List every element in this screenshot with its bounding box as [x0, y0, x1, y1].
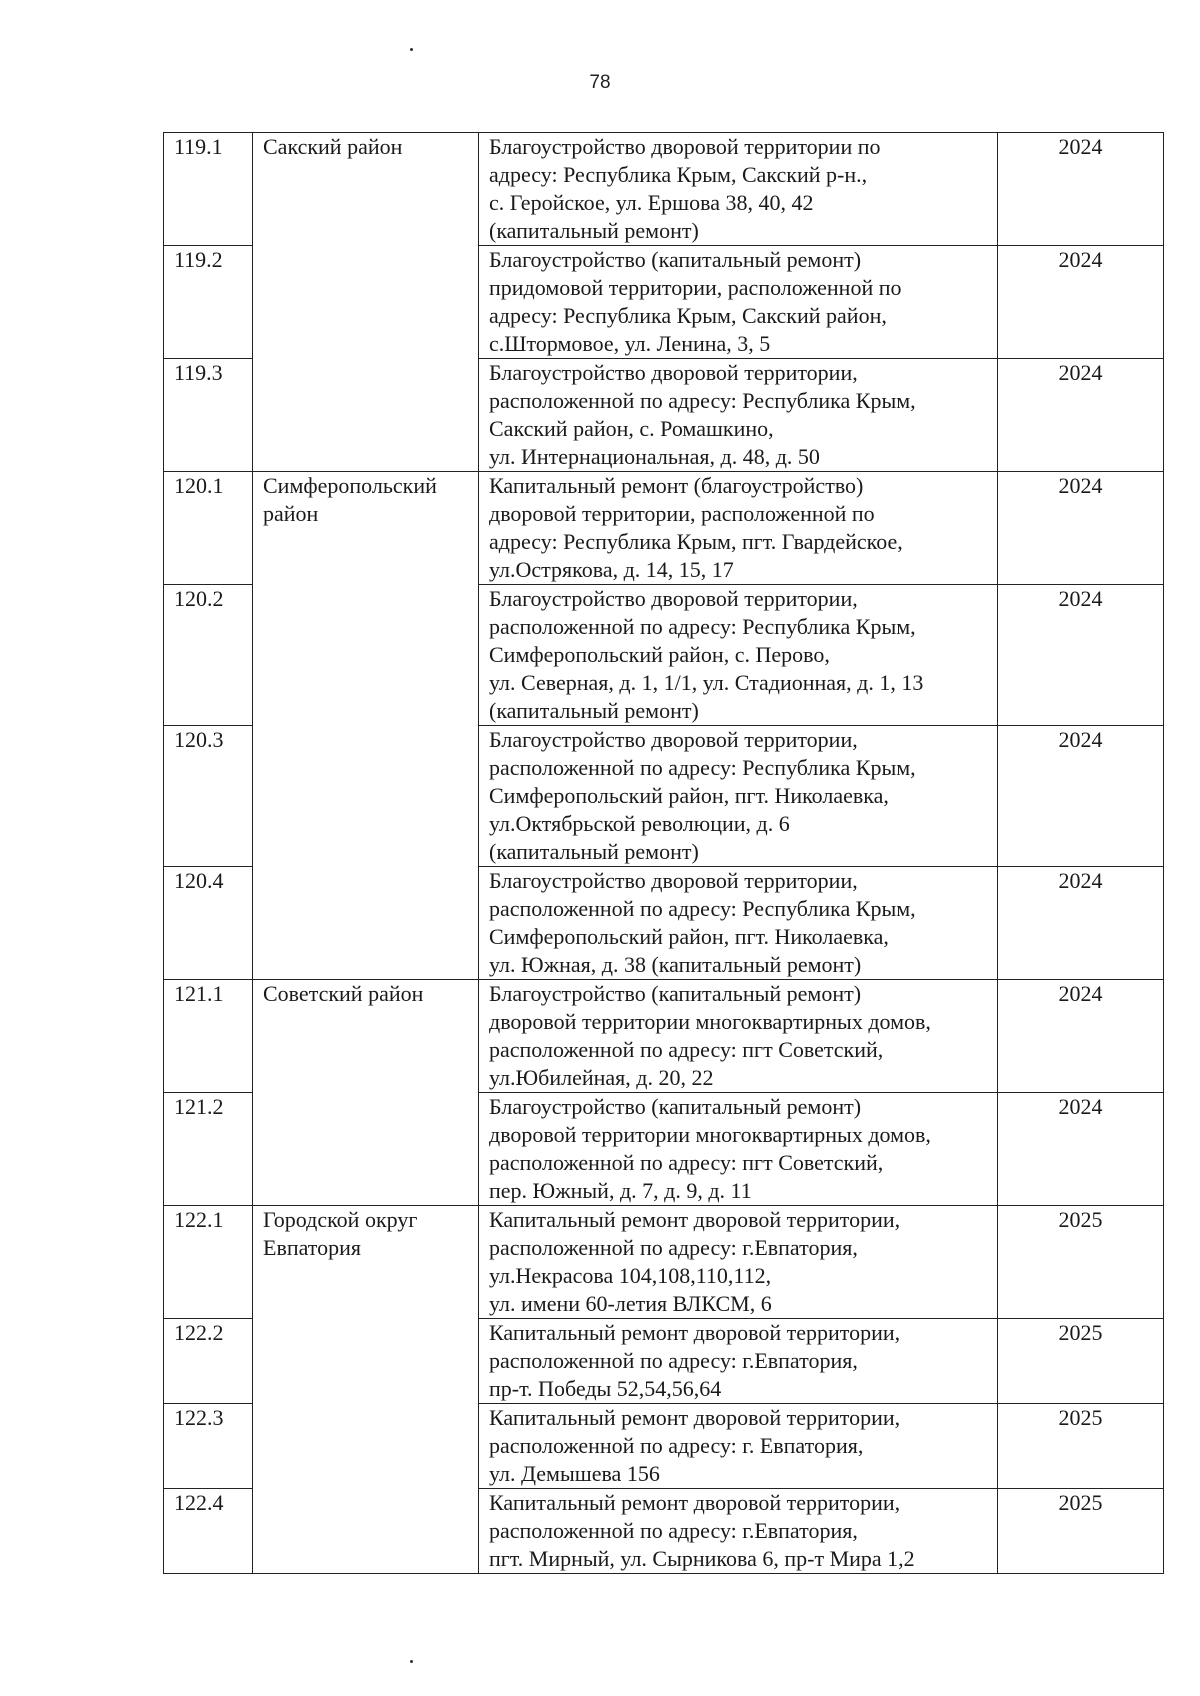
work-description	[479, 726, 998, 867]
completion-year: 2024	[998, 246, 1164, 359]
description-line: Капитальный ремонт (благоустройство)	[489, 473, 864, 498]
description-line: дворовой территории многоквартирных домов,	[489, 1009, 931, 1034]
row-number: 121.2	[164, 1093, 253, 1206]
description-line: ул. имени 60-летия ВЛКСМ, 6	[489, 1291, 772, 1316]
completion-year: 2024	[998, 585, 1164, 726]
description-line: расположенной по адресу: пгт Советский,	[489, 1150, 884, 1175]
description-line: расположенной по адресу: г. Евпатория,	[489, 1433, 864, 1458]
row-number: 119.3	[164, 359, 253, 472]
work-description	[479, 1489, 998, 1574]
completion-year: 2024	[998, 359, 1164, 472]
description-line: Благоустройство дворовой территории,	[489, 727, 858, 752]
table-row	[164, 133, 1164, 246]
page-number: 78	[589, 72, 611, 93]
district-name: Советский район	[253, 980, 479, 1093]
description-line: адресу: Республика Крым, пгт. Гвардейское,	[489, 529, 903, 554]
table-row	[164, 1206, 1164, 1319]
work-description	[479, 867, 998, 980]
description-line: расположенной по адресу: г.Евпатория,	[489, 1348, 858, 1373]
description-line: ул.Октябрьской революции, д. 6	[489, 811, 790, 836]
district-name	[253, 867, 479, 980]
description-line: ул.Юбилейная, д. 20, 22	[489, 1065, 714, 1090]
description-line: пр-т. Победы 52,54,56,64	[489, 1376, 722, 1401]
description-line: ул. Южная, д. 38 (капитальный ремонт)	[489, 952, 862, 977]
row-number: 122.2	[164, 1319, 253, 1404]
work-description	[479, 246, 998, 359]
work-description	[479, 472, 998, 585]
description-line: ул. Демышева 156	[489, 1461, 660, 1486]
description-line: Благоустройство (капитальный ремонт)	[489, 981, 862, 1006]
table-row	[164, 1093, 1164, 1206]
description-line: расположенной по адресу: пгт Советский,	[489, 1037, 884, 1062]
completion-year: 2024	[998, 980, 1164, 1093]
description-line: дворовой территории многоквартирных домов,	[489, 1122, 931, 1147]
description-line: расположенной по адресу: Республика Крым,	[489, 388, 916, 413]
district-name	[253, 1319, 479, 1404]
completion-year: 2025	[998, 1404, 1164, 1489]
row-number: 120.1	[164, 472, 253, 585]
description-line: ул. Интернациональная, д. 48, д. 50	[489, 444, 820, 469]
description-line: Симферопольский район, пгт. Николаевка,	[489, 924, 889, 949]
row-number: 121.1	[164, 980, 253, 1093]
work-description	[479, 1206, 998, 1319]
work-description	[479, 980, 998, 1093]
description-line: пгт. Мирный, ул. Сырникова 6, пр-т Мира 1,2	[489, 1546, 915, 1571]
district-name	[253, 246, 479, 359]
description-line: расположенной по адресу: Республика Крым,	[489, 755, 916, 780]
table-row	[164, 726, 1164, 867]
row-number: 122.1	[164, 1206, 253, 1319]
table-row	[164, 246, 1164, 359]
description-line: (капитальный ремонт)	[489, 839, 699, 864]
description-line: расположенной по адресу: Республика Крым,	[489, 896, 916, 921]
scan-speck	[410, 1660, 413, 1663]
description-line: адресу: Республика Крым, Сакский район,	[489, 303, 887, 328]
description-line: с.Штормовое, ул. Ленина, 3, 5	[489, 331, 771, 356]
row-number: 120.4	[164, 867, 253, 980]
description-line: Благоустройство дворовой территории по	[489, 134, 881, 159]
description-line: Капитальный ремонт дворовой территории,	[489, 1490, 901, 1515]
work-description	[479, 359, 998, 472]
description-line: придомовой территории, расположенной по	[489, 275, 902, 300]
district-name	[253, 1404, 479, 1489]
completion-year: 2024	[998, 867, 1164, 980]
description-line: расположенной по адресу: г.Евпатория,	[489, 1235, 858, 1260]
work-description	[479, 1093, 998, 1206]
description-line: Капитальный ремонт дворовой территории,	[489, 1320, 901, 1345]
work-description	[479, 1319, 998, 1404]
description-line: ул.Некрасова 104,108,110,112,	[489, 1263, 772, 1288]
description-line: Благоустройство дворовой территории,	[489, 360, 858, 385]
completion-year: 2025	[998, 1489, 1164, 1574]
completion-year: 2024	[998, 726, 1164, 867]
table-row	[164, 980, 1164, 1093]
description-line: Капитальный ремонт дворовой территории,	[489, 1405, 901, 1430]
description-line: Симферопольский район, пгт. Николаевка,	[489, 783, 889, 808]
table-row	[164, 867, 1164, 980]
description-line: расположенной по адресу: Республика Крым,	[489, 614, 916, 639]
district-name	[253, 585, 479, 726]
district-name: Сакский район	[253, 133, 479, 246]
description-line: дворовой территории, расположенной по	[489, 501, 875, 526]
description-line: Благоустройство (капитальный ремонт)	[489, 1094, 862, 1119]
table-row	[164, 359, 1164, 472]
district-name	[253, 359, 479, 472]
table-row	[164, 1319, 1164, 1404]
district-name: Городской округ Евпатория	[253, 1206, 479, 1319]
completion-year: 2024	[998, 1093, 1164, 1206]
row-number: 120.2	[164, 585, 253, 726]
description-line: Капитальный ремонт дворовой территории,	[489, 1207, 901, 1232]
district-name	[253, 726, 479, 867]
work-description	[479, 133, 998, 246]
table-row	[164, 1404, 1164, 1489]
description-line: (капитальный ремонт)	[489, 698, 699, 723]
description-line: Благоустройство (капитальный ремонт)	[489, 247, 862, 272]
works-table-body	[164, 133, 1164, 1574]
table-row	[164, 472, 1164, 585]
completion-year: 2024	[998, 472, 1164, 585]
description-line: Благоустройство дворовой территории,	[489, 586, 858, 611]
description-line: ул.Острякова, д. 14, 15, 17	[489, 557, 734, 582]
row-number: 122.3	[164, 1404, 253, 1489]
description-line: адресу: Республика Крым, Сакский р-н.,	[489, 162, 868, 187]
works-table	[163, 132, 1164, 1574]
row-number: 122.4	[164, 1489, 253, 1574]
description-line: пер. Южный, д. 7, д. 9, д. 11	[489, 1178, 752, 1203]
table-row	[164, 585, 1164, 726]
district-name: Симферопольский район	[253, 472, 479, 585]
description-line: Сакский район, с. Ромашкино,	[489, 416, 774, 441]
row-number: 120.3	[164, 726, 253, 867]
description-line: с. Геройское, ул. Ершова 38, 40, 42	[489, 190, 814, 215]
description-line: (капитальный ремонт)	[489, 218, 699, 243]
table-row	[164, 1489, 1164, 1574]
scan-speck	[410, 48, 413, 51]
row-number: 119.2	[164, 246, 253, 359]
completion-year: 2025	[998, 1319, 1164, 1404]
description-line: Благоустройство дворовой территории,	[489, 868, 858, 893]
completion-year: 2025	[998, 1206, 1164, 1319]
work-description	[479, 585, 998, 726]
completion-year: 2024	[998, 133, 1164, 246]
description-line: ул. Северная, д. 1, 1/1, ул. Стадионная, д. 1, 13	[489, 670, 924, 695]
description-line: Симферопольский район, с. Перово,	[489, 642, 830, 667]
district-name	[253, 1489, 479, 1574]
row-number: 119.1	[164, 133, 253, 246]
district-name	[253, 1093, 479, 1206]
work-description	[479, 1404, 998, 1489]
description-line: расположенной по адресу: г.Евпатория,	[489, 1518, 858, 1543]
